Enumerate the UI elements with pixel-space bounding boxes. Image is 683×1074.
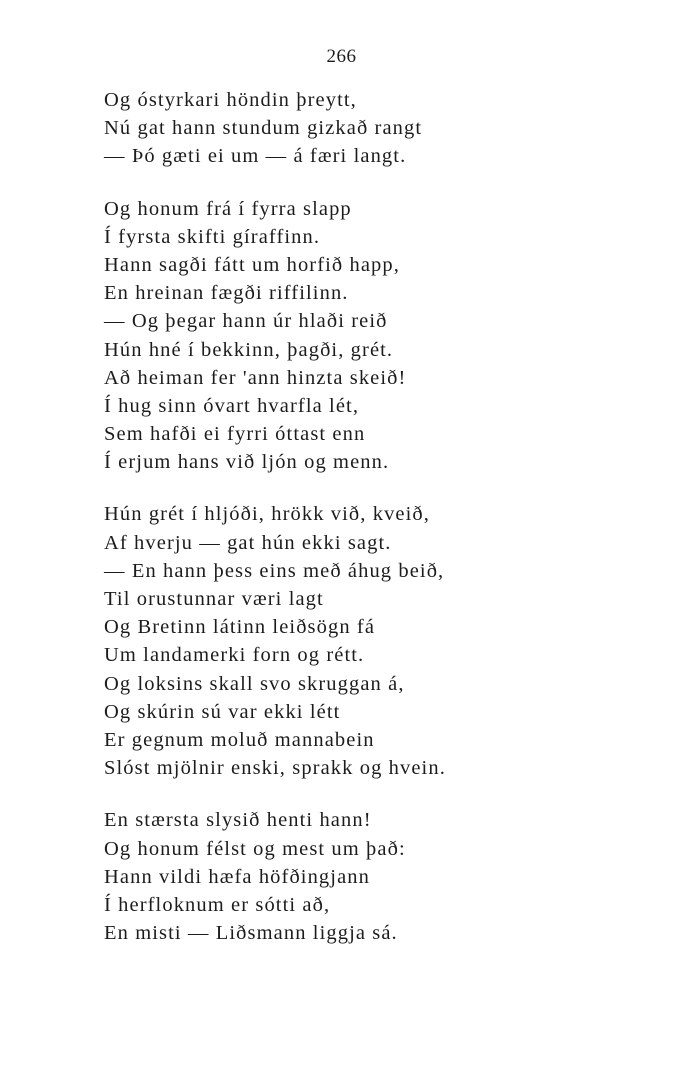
poem-line: En hreinan fægði riffilinn. [104, 282, 349, 305]
poem-line: Og honum frá í fyrra slapp [104, 197, 352, 220]
stanza-1 [104, 86, 664, 171]
poem-line: Sem hafði ei fyrri óttast enn [104, 423, 366, 446]
poem-line: Og loksins skall svo skruggan á, [104, 672, 405, 695]
poem-line: Um landamerki forn og rétt. [104, 644, 365, 667]
poem-line: Til orustunnar væri lagt [104, 588, 324, 610]
stanza-divider [104, 476, 664, 500]
poem-line: — En hann þess eins með áhug beið, [104, 559, 445, 582]
stanza-3 [104, 500, 664, 782]
poem-line: Og Bretinn látinn leiðsögn fá [104, 616, 376, 639]
stanza-divider [104, 782, 664, 806]
poem-line: Slóst mjölnir enski, sprakk og hvein. [104, 757, 446, 780]
poem-line: — Þó gæti ei um — á færi langt. [104, 145, 407, 168]
poem-line: Og skúrin sú var ekki létt [104, 700, 341, 723]
poem-line: Af hverju — gat hún ekki sagt. [104, 531, 392, 554]
stanza-2 [104, 195, 664, 477]
poem-line: Og honum félst og mest um það: [104, 837, 406, 860]
poem-line: Hún grét í hljóði, hrökk við, kveið, [104, 503, 430, 526]
poem-line: Í fyrsta skifti gíraffinn. [104, 225, 321, 248]
poem-line: Hann vildi hæfa höfðingjann [104, 865, 370, 888]
page-number: 266 [326, 46, 357, 67]
stanza-4 [104, 806, 664, 947]
poem-line: Í herfloknum er sótti að, [104, 893, 331, 916]
stanza-divider [104, 171, 664, 195]
poem-line: Í erjum hans við ljón og menn. [104, 451, 390, 474]
poem-line: En stærsta slysið henti hann! [104, 809, 372, 832]
poem-line: Er gegnum moluð mannabein [104, 728, 375, 751]
poem-line: Og óstyrkari höndin þreytt, [104, 89, 357, 111]
poem-line: Að heiman fer 'ann hinzta skeið! [104, 366, 407, 389]
poem-line: Hún hné í bekkinn, þagði, grét. [104, 338, 394, 361]
poem-text [104, 86, 664, 947]
poem-line: En misti — Liðsmann liggja sá. [104, 922, 398, 945]
poem-line: Hann sagði fátt um horfið happ, [104, 253, 400, 276]
poem-line: — Og þegar hann úr hlaði reið [104, 310, 388, 333]
poem-line: Í hug sinn óvart hvarfla lét, [104, 394, 360, 417]
poem-line: Nú gat hann stundum gizkað rangt [104, 117, 423, 140]
